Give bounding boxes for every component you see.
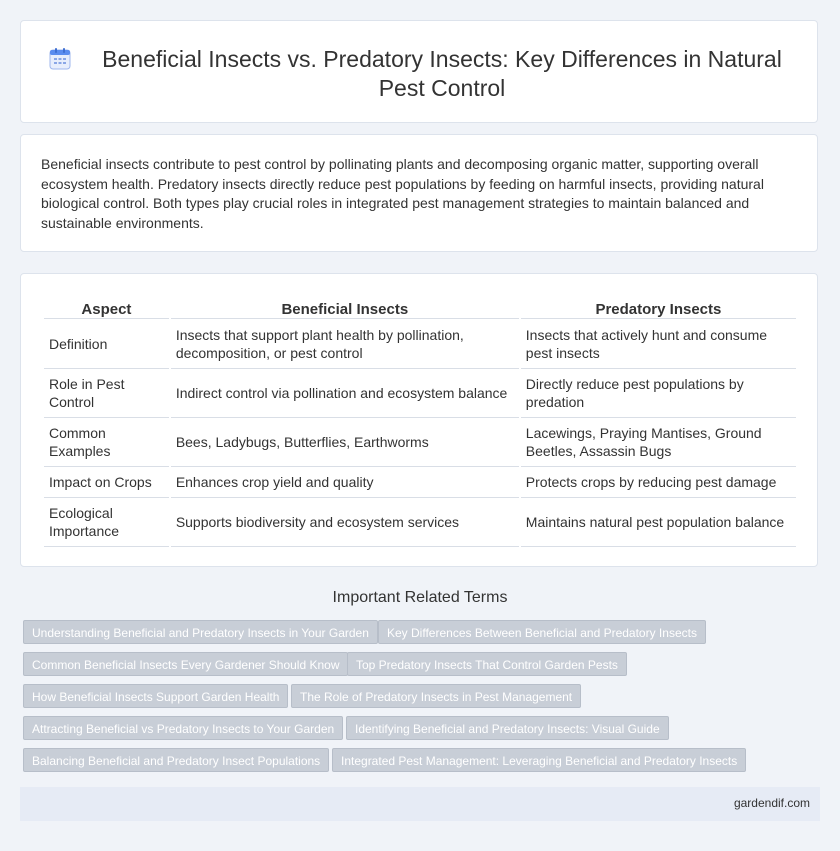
table-cell: Maintains natural pest population balance: [521, 498, 796, 547]
table-cell: Directly reduce pest populations by predation: [521, 369, 796, 418]
related-term-link[interactable]: Integrated Pest Management: Leveraging Beneficial and Predatory Insects: [332, 748, 746, 772]
table-cell: Role in Pest Control: [44, 369, 169, 418]
comparison-table-card: [20, 273, 818, 567]
related-term-link[interactable]: Key Differences Between Beneficial and Predatory Insects: [378, 620, 706, 644]
column-header-predatory: Predatory Insects: [521, 296, 796, 319]
related-term-link[interactable]: Attracting Beneficial vs Predatory Insects to Your Garden: [23, 716, 343, 740]
related-term-link[interactable]: The Role of Predatory Insects in Pest Management: [291, 684, 581, 708]
table-cell: Supports biodiversity and ecosystem services: [171, 498, 519, 547]
footer: [20, 787, 820, 821]
related-term-link[interactable]: Identifying Beneficial and Predatory Insects: Visual Guide: [346, 716, 669, 740]
table-cell: Insects that support plant health by pollination, decomposition, or pest control: [171, 319, 519, 369]
table-cell: Bees, Ladybugs, Butterflies, Earthworms: [171, 418, 519, 467]
related-term-link[interactable]: Balancing Beneficial and Predatory Insect Populations: [23, 748, 329, 772]
related-term-link[interactable]: Understanding Beneficial and Predatory Insects in Your Garden: [23, 620, 378, 644]
related-term-link[interactable]: How Beneficial Insects Support Garden Health: [23, 684, 288, 708]
related-term-link[interactable]: Common Beneficial Insects Every Gardener Should Know: [23, 652, 348, 676]
table-cell: Ecological Importance: [44, 498, 169, 547]
table-cell: Lacewings, Praying Mantises, Ground Beetles, Assassin Bugs: [521, 418, 796, 467]
table-row: [44, 369, 796, 418]
title-card: [20, 20, 818, 123]
table-row: [44, 467, 796, 498]
page-title: Beneficial Insects vs. Predatory Insects: Key Differences in Natural Pest Control: [102, 46, 782, 101]
table-row: [44, 418, 796, 467]
comparison-table: [42, 296, 798, 547]
table-row: [44, 319, 796, 369]
table-cell: Protects crops by reducing pest damage: [521, 467, 796, 498]
related-term-link[interactable]: Top Predatory Insects That Control Garden Pests: [347, 652, 627, 676]
table-cell: Indirect control via pollination and ecosystem balance: [171, 369, 519, 418]
table-cell: Definition: [44, 319, 169, 369]
intro-card: [20, 134, 818, 252]
footer-site-link[interactable]: gardendif.com: [733, 796, 810, 810]
table-cell: Enhances crop yield and quality: [171, 467, 519, 498]
column-header-aspect: Aspect: [44, 296, 169, 319]
column-header-beneficial: Beneficial Insects: [171, 296, 519, 319]
intro-paragraph: Beneficial insects contribute to pest control by pollinating plants and decomposing organic matter, supporting overall ecosystem health. Predatory insects directly reduce pest populations by feeding on harmful insects, providing natural biological control. Both types play crucial roles in integrated pest management strategies to maintain balanced and sustainable environments.: [41, 156, 764, 231]
calendar-icon: [49, 48, 71, 70]
related-terms-heading: Important Related Terms: [332, 589, 508, 606]
table-cell: Impact on Crops: [44, 467, 169, 498]
table-cell: Insects that actively hunt and consume pest insects: [521, 319, 796, 369]
table-cell: Common Examples: [44, 418, 169, 467]
table-row: [44, 498, 796, 547]
